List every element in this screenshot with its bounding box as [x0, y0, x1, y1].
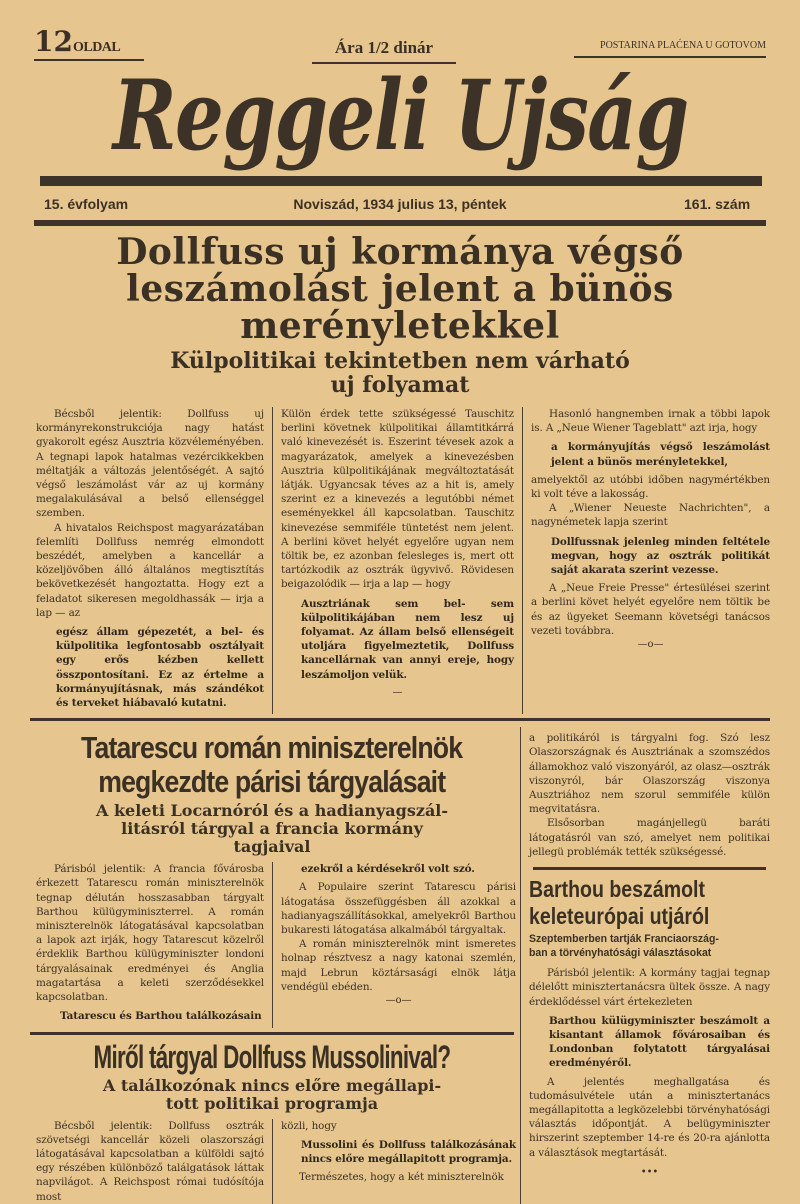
paragraph: amelyektől az utóbbi időben nagymértékben ki volt téve a lakosság. — [531, 473, 770, 501]
paragraph: A jelentés meghallgatása és tudomásulvétele után a minisztertanács megállapitotta a legközelebbi törvényhatósági választás időpontját. A belügyminiszter hirszerint szeptember 14-re és 20-ra ajánlotta a választások megtartását. — [529, 1075, 770, 1159]
article4-body — [529, 966, 770, 1180]
paragraph: A „Neue Freie Presse" értesülései szerint a berlini követ helyét egyelőre nem töltik be és az ügyeket Seemann követségi tanácsos vezeti továbbra. — [531, 582, 770, 637]
headline-line: merényletekkel — [240, 305, 560, 347]
issue-number: 161. szám — [684, 196, 751, 212]
article3-columns — [30, 1119, 514, 1204]
headline-line: megkezdte párisi tárgyalásait — [98, 764, 446, 800]
pages-number: 12 — [34, 25, 73, 58]
pages-label: OLDAL — [72, 40, 121, 55]
paragraph: A Populaire szerint Tatarescu párisi látogatása összefüggésben áll azokkal a hadianyagszállításokkal, amelyekről Barthou bukaresti látogatása alkalmából tárgyaltak. — [281, 881, 516, 937]
paragraph: Párisból jelentik: A kormány tagjai tegnap délelőtt minisztertanácsra ültek össze. A nagy érdeklődéssel várt értekezleten — [529, 967, 770, 1008]
section-rule — [30, 1032, 514, 1035]
paragraph: Párisból jelentik: A francia fővárosba érkezett Tatarescu román miniszterelnök tegnap délután hosszasabban tárgyalt Barthou külügyminiszterrel. A román miniszterelnök látogatásával kapcsolatban a lapok azt irják, hogy Tatarescut közelről érdeklik Barthou külügyminiszter londoni tárgyalásainak eredményei és Anglia magatartása a keleti szerződésekkel kapcsolatban. — [36, 863, 264, 1004]
masthead — [36, 58, 764, 176]
article1-column-2 — [272, 407, 522, 714]
article1-column-1 — [30, 407, 272, 714]
paragraph: A román miniszterelnök mint ismeretes holnap résztvesz a nagy katonai szemlén, majd Lebrun köztársasági elnök látja vendégül ebéden. — [281, 938, 516, 993]
paragraph: Bécsből jelentik: Dollfuss osztrák szövetségi kancellár közeli olaszországi látogatásával kapcsolatban a külföldi sajtó egy részében különböző találgatások láttak napvilágot. A Reichspost római tudósítója most — [36, 1119, 264, 1203]
subhead-line: tott politikai programja — [165, 1093, 379, 1113]
bold-quote: ezekről a kérdésekről volt szó. — [301, 863, 475, 876]
subhead-line: A keleti Locarnóról és a hadianyagszál- — [95, 801, 449, 821]
masthead-rule — [40, 176, 762, 186]
subhead-line: uj folyamat — [330, 372, 470, 398]
article3-column-3 — [529, 727, 770, 859]
lower-right — [520, 727, 770, 1203]
article3-subhead — [30, 1077, 514, 1113]
subhead-line: tagjaival — [233, 837, 311, 857]
article2-column-1 — [30, 862, 272, 1027]
paragraph: A „Wiener Neueste Nachrichten", a nagynémetek lapja szerint — [531, 502, 770, 529]
article1-columns — [30, 407, 770, 714]
postage-note: POSTARINA PLAĆENA U GOTOVOM — [574, 40, 766, 58]
lower-section — [30, 727, 770, 1203]
headline-line: Dollfuss uj kormánya végső — [116, 231, 684, 273]
bold-quote: Barthou külügyminiszter beszámolt a kisantant államok fővárosaiban és Londonban folytatott tárgyalásai eredményéről. — [549, 1014, 770, 1070]
article1-headline — [30, 231, 770, 347]
paragraph: Bécsből jelentik: Dollfuss uj kormányrekonstrukciója nagy hatást gyakorolt egész Ausztria közvéleményében. A tegnapi lapok hatalmas vezércikkekben méltatják a változás jelentőségét. A sajtó végső leszámolást vár az uj kormány megalakulásával a belső ellenséggel szemben. — [36, 408, 264, 520]
headline-line: keleteurópai utjáról — [529, 903, 710, 930]
header-rule — [34, 220, 766, 226]
price: Ára 1/2 dinár — [312, 38, 456, 64]
bold-quote: Dollfussnak jelenleg minden feltétele megvan, hogy az osztrák politikát saját akarata szerint vezesse. — [551, 535, 770, 577]
separator: ••• — [640, 1166, 659, 1178]
article2-column-2 — [272, 862, 516, 1027]
dateline: Noviszád, 1934 julius 13, péntek — [293, 196, 507, 212]
article3-column-1 — [30, 1119, 272, 1204]
lower-left — [30, 727, 520, 1203]
article1-column-3 — [522, 407, 770, 714]
article3-headline — [30, 1039, 514, 1075]
headline-text: Miről tárgyal Dollfuss Mussolinival? — [93, 1038, 451, 1075]
pages-count — [34, 25, 144, 61]
subhead-line: litásról tárgyal a francia kormány — [121, 819, 423, 839]
section-rule — [30, 718, 770, 721]
paragraph: Elsősorban magánjellegü baráti látogatásról van szó, amelyet nem politikai jellegü problémák tették szükségessé. — [529, 817, 770, 858]
headline-line: Tatarescu román miniszterelnök — [81, 730, 463, 766]
paragraph: Természetes, hogy a két miniszterelnök — [299, 1171, 504, 1184]
paragraph: Hasonló hangnemben irnak a többi lapok is. A „Neue Wiener Tageblatt" azt irja, hogy — [531, 408, 770, 435]
subhead-line: A találkozónak nincs előre megállapi- — [102, 1075, 442, 1095]
article4-headline — [529, 876, 770, 930]
separator: —o— — [385, 995, 412, 1007]
volume: 15. évfolyam — [44, 196, 129, 212]
article2-headline — [30, 731, 514, 799]
masthead-logo: Reggeli Ujság — [112, 59, 688, 172]
bold-quote: Mussolini és Dollfuss találkozásának nincs előre megállapitott programja. — [301, 1138, 516, 1165]
paragraph: a politikáról is tárgyalni fog. Szó lesz Olaszországnak és Ausztriának a szomszédos államokhoz való viszonyáról, az olasz—osztrák viszonyról, bár Olaszország viszonya Ausztriához nem szorul semmiféle külön megvitatásra. — [529, 732, 770, 816]
paragraph: közli, hogy — [281, 1119, 337, 1132]
subhead-line: ban a törvényhatósági választásokat — [529, 947, 712, 960]
paragraph: Külön érdek tette szükségessé Tauschitz berlini követnek külpolitikai államtitkárrá való kinevezését is. Eszerint tévesek azok a magyarázatok, amelyek a kinevezésben Ausztria külpolitikájának megváltoztatását látják. Ugyancsak téves az a hit is, amely szerint ez a kinevezés a legutóbbi német eseményekkel áll kapcsolatban. Tauschitz kinevezése semmiféle tüntetést nem jelent. A berlini követ helyét egyelőre ugyan nem töltik be, ez azonban felesleges is, mert ott tartózkodik az osztrák ügyvivő. Rövidesen beigazolódik — irja a lap — hogy — [281, 408, 514, 591]
headline-line: Barthou beszámolt — [529, 876, 705, 903]
article1-subhead — [30, 349, 770, 397]
article2-columns — [30, 862, 514, 1027]
article2-subhead — [30, 802, 514, 856]
subhead-line: Szeptemberben tartják Franciaország- — [529, 933, 719, 946]
headline-line: leszámolást jelent a bünös — [126, 268, 674, 310]
section-rule — [533, 867, 766, 870]
bold-quote: egész állam gépezetét, a bel- és külpolitika legfontosabb osztályait egy erős kézben kellett összpontosítani. Ez az értelme a kormányujításnak, más szándékot és terveket hiábavaló kutatni. — [56, 626, 264, 710]
paragraph: A hivatalos Reichspost magyarázatában felemlíti Dollfuss nemrég elmondott beszédét, amelyben a kancellár a közeljövőben álló általános megtisztítás bekövetkezését hangoztatta. Hogy ezt a feladatot sikeresen megoldhassák — irja a lap — az — [36, 521, 264, 619]
page-body — [30, 231, 770, 1204]
bold-quote: a kormányujítás végső leszámolást jelent a bünös merényletekkel, — [551, 441, 770, 468]
separator: — — [392, 686, 403, 698]
subhead-line: Külpolitikai tekintetben nem várható — [170, 348, 630, 374]
article3-column-2 — [272, 1119, 516, 1204]
article4-subhead — [529, 932, 770, 960]
bold-quote: Ausztriának sem bel- sem külpolitikájában nem lesz uj folyamat. Az állam belső ellenségeit utoljára figyelmeztetik, Dollfuss kancellárnak van annyi ereje, hogy leszámoljon velük. — [301, 597, 514, 681]
bold-quote: Tatarescu és Barthou találkozásain — [60, 1010, 262, 1023]
separator: —o— — [637, 639, 664, 651]
